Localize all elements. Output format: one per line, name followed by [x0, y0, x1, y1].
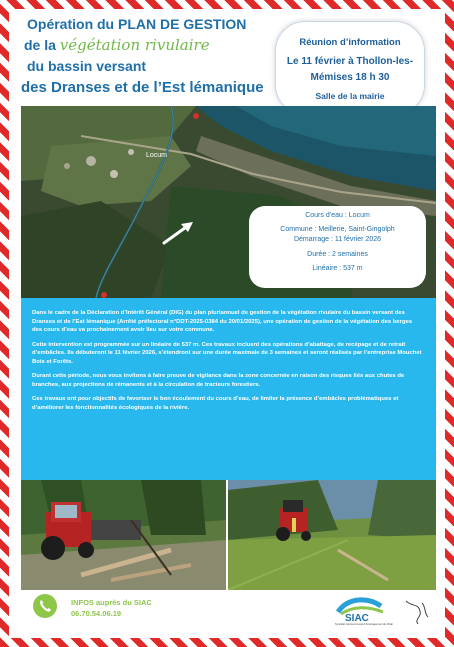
arrow-icon [159, 218, 199, 248]
meeting-title: Réunion d’information [299, 37, 401, 48]
title-line-1: Opération du PLAN DE GESTION [27, 16, 247, 32]
title-script-text: végétation rivulaire [59, 36, 210, 54]
photo-riverbank-work-image [228, 480, 436, 590]
phone-icon [33, 594, 57, 618]
photo-riverbank-work [228, 480, 436, 590]
description-panel [21, 298, 436, 480]
meeting-date-line-2: Mémises 18 h 30 [310, 72, 390, 83]
info-card [249, 206, 426, 288]
contact-line-1: INFOS auprès du SIAC [71, 598, 152, 607]
info-demarrage: Démarrage : 11 février 2026 [293, 236, 382, 243]
info-lineaire: Linéaire : 537 m [312, 265, 363, 272]
title-line-3: du bassin versant [27, 58, 147, 74]
description-paragraph-2: Cette intervention est programmée sur un linéaire de 537 m. Ces travaux incluent des opérations d’abattage, de recépage et de retrait d’embâcles. Ils débuteront le 11 février 2026, s’étendront sur une durée maximale de 3 semaines et seront réalisés par l’entreprise Mouchet Bois et Forêts. [32, 341, 422, 365]
title-line-2-prefix: de la [24, 37, 56, 53]
title-line-4: des Dranses et de l’Est lémanique [21, 79, 264, 96]
photo-forestry-tractor [21, 480, 226, 590]
meeting-bubble [275, 21, 425, 115]
description-paragraph-1: Dans le cadre de la Déclaration d’Intérêt Général (DIG) du plan pluriannuel de gestion de la végétation rivulaire du bassin versant des Dranses et de l’Est lémanique (Arrêté préfectoral n°DDT-2025-0384 du 20/01/2025), une opération de gestion de la végétation des berges des cours d’eau va prochainement avoir lieu sur votre commune. [32, 310, 413, 333]
title-line-2 [24, 35, 281, 56]
map-label-locum: Locum [146, 152, 168, 159]
photo-forestry-tractor-image [21, 480, 226, 590]
contact-phone: 06.70.54.06.19 [71, 609, 122, 618]
siac-logo [333, 592, 393, 626]
poster-title [21, 14, 281, 98]
logo-name: SIAC [345, 613, 369, 624]
contact-text [71, 597, 152, 619]
partner-logo [400, 597, 434, 627]
info-duree: Durée : 2 semaines [307, 250, 368, 258]
meeting-date [276, 54, 424, 86]
contact-block [33, 594, 193, 624]
photo-strip [21, 480, 436, 590]
info-commune: Commune : Meillerie, Saint-Gingolph [280, 225, 395, 233]
info-cours-eau: Cours d’eau : Locum [305, 212, 370, 219]
meeting-date-line-1: Le 11 février à Thollon-les- [286, 56, 414, 67]
description-paragraph-3: Durant cette période, nous vous invitons à faire preuve de vigilance dans la zone concernée en raison des risques liés aux chutes de branches, aux projections de rémanents et à la circulation de tracteurs forestiers. [32, 373, 405, 388]
meeting-room: Salle de la mairie [315, 91, 385, 101]
description-paragraph-4: Ces travaux ont pour objectifs de favoriser le bon écoulement du cours d’eau, de limiter la présence d’embâcles problématiques et d’améliorer les fonctionnalités écologiques de la rivière. [32, 396, 399, 411]
logo-tagline: Syndicat Intercommunal d’Aménagement du Chablais [335, 623, 393, 626]
